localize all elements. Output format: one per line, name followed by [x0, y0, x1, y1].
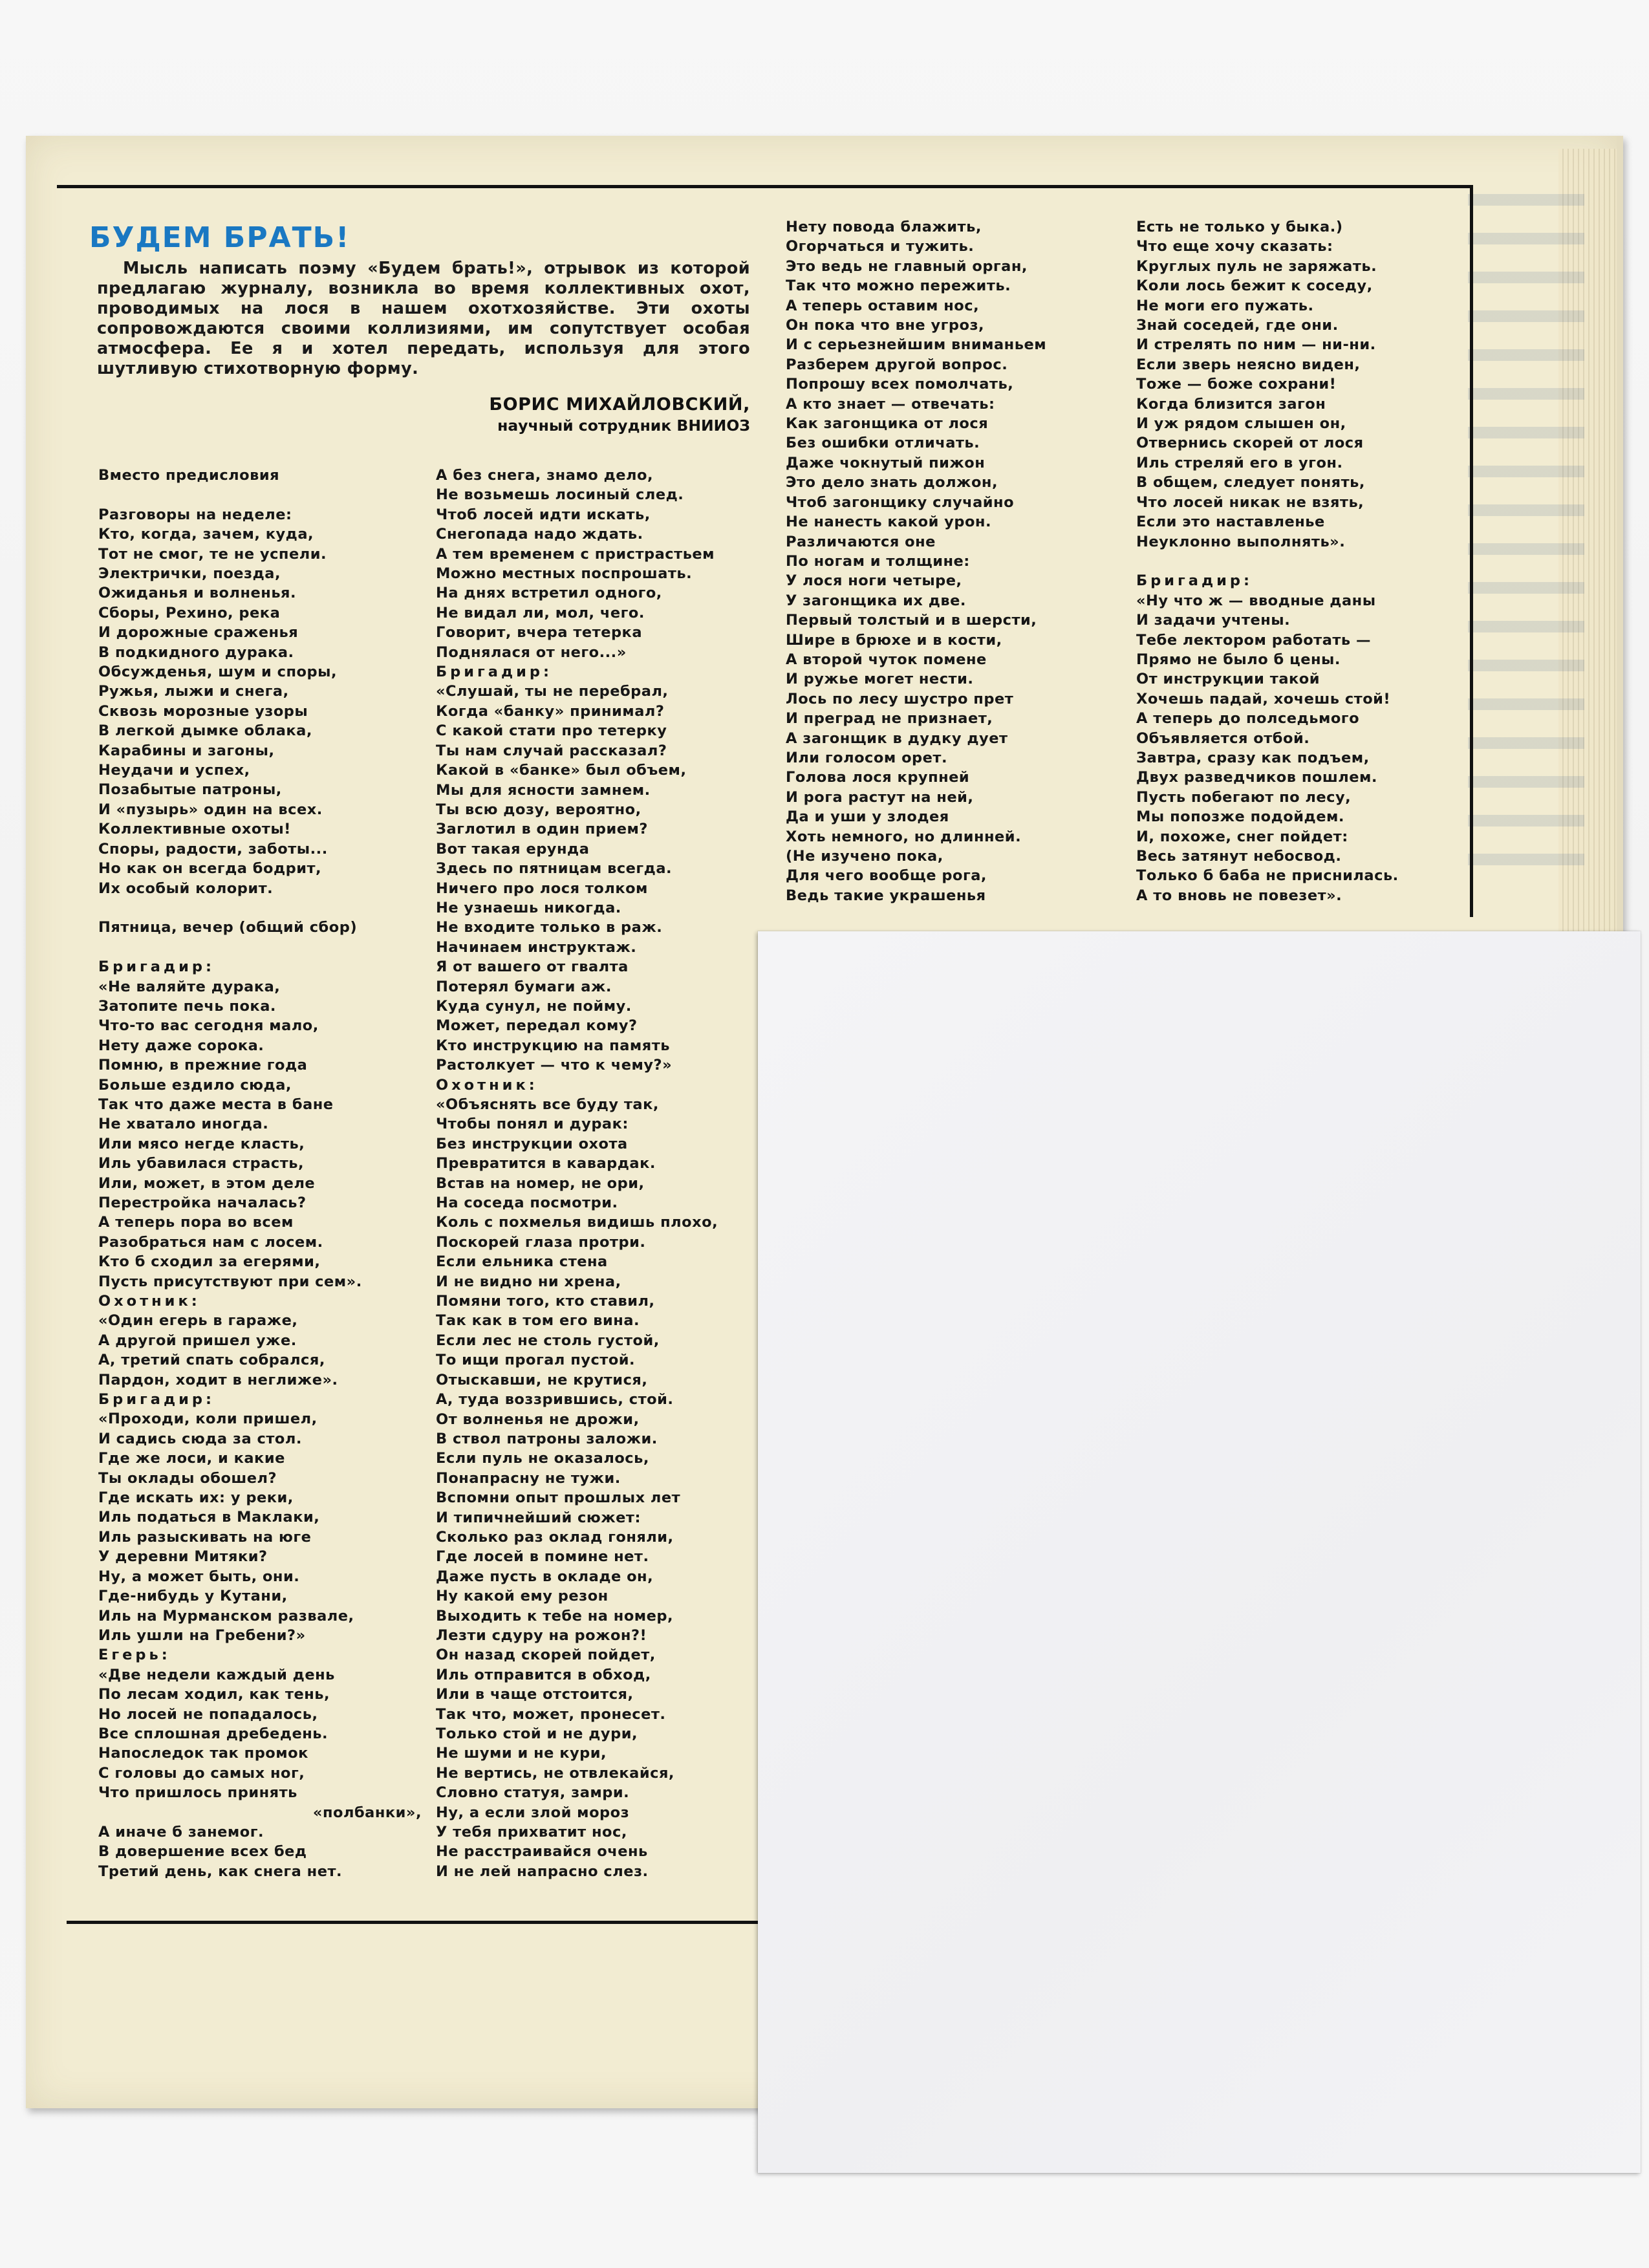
poem-line: Потерял бумаги аж.: [436, 978, 612, 995]
poem-line: А тем временем с пристрастьем: [436, 545, 715, 563]
poem-line: Если пуль не оказалось,: [436, 1450, 649, 1467]
poem-line: На соседа посмотри.: [436, 1194, 618, 1212]
poem-line: Разберем другой вопрос.: [786, 356, 1008, 373]
speaker-label: Бригадир:: [1136, 572, 1253, 590]
poem-line: Ну какой ему резон: [436, 1588, 609, 1605]
poem-line: Без инструкции охота: [436, 1135, 628, 1152]
poem-line: И стрелять по ним — ни-ни.: [1136, 336, 1376, 354]
poem-line: Есть не только у быка.): [1136, 219, 1343, 235]
poem-line: И типичнейший сюжет:: [436, 1509, 641, 1526]
poem-line: Если ельника стена: [436, 1253, 608, 1271]
poem-line: Перестройка началась?: [98, 1194, 307, 1211]
poem-line: Что пришлось принять: [98, 1784, 297, 1802]
poem-line: Иль отправится в обход,: [436, 1666, 651, 1683]
poem-line: Когда «банку» принимал?: [436, 702, 665, 720]
speaker-label: Охотник:: [436, 1076, 538, 1094]
poem-line: Не расстраивайся очень: [436, 1843, 648, 1861]
poem-line: И с серьезнейшим вниманьем: [786, 336, 1047, 354]
poem-line: Какой в «банке» был объем,: [436, 762, 687, 779]
poem-line: А, третий спать собрался,: [98, 1352, 325, 1369]
poem-line: Ведь такие украшенья: [786, 887, 986, 904]
poem-line: Сколько раз оклад гоняли,: [436, 1528, 674, 1546]
poem-line: Для чего вообще рога,: [786, 867, 987, 885]
article-title: БУДЕМ БРАТЬ!: [89, 221, 350, 254]
poem-line: Когда близится загон: [1136, 395, 1326, 413]
poem-line: Чтоб лосей идти искать,: [436, 506, 651, 523]
poem-line: Неудачи и успех,: [98, 762, 250, 779]
poem-line: Он пока что вне угроз,: [786, 317, 985, 334]
poem-line: Обсужденья, шум и споры,: [98, 664, 337, 681]
poem-line: А другой пришел уже.: [98, 1332, 297, 1349]
poem-line: Что еще хочу сказать:: [1136, 238, 1333, 255]
poem-line: Где лосей в помине нет.: [436, 1548, 649, 1566]
poem-line: «Слушай, ты не перебрал,: [436, 683, 669, 700]
poem-line: Ну, а если злой мороз: [436, 1804, 630, 1821]
poem-line: Различаются оне: [786, 533, 936, 550]
intro-text: Мысль написать поэму «Будем брать!», отрывок из которой предлагаю журналу, возникла во время коллективных охот, проводимых на лося в нашем охотхозяйстве. Эти охоты сопровождаются своими коллизиями, им сопутствует особая атмосфера. Ее я и хотел передать, используя для этого шутливую стихотворную форму.: [97, 259, 750, 378]
poem-line: Не нанесть какой урон.: [786, 513, 992, 531]
poem-line: Пардон, ходит в неглиже».: [98, 1371, 338, 1388]
stanza-gap: [1136, 552, 1472, 571]
poem-line: Огорчаться и тужить.: [786, 238, 975, 255]
poem-line: Не видал ли, мол, чего.: [436, 604, 645, 621]
poem-line: И уж рядом слышен он,: [1136, 415, 1346, 433]
poem-line: Разговоры на неделе:: [98, 506, 292, 523]
poem-line: Неуклонно выполнять».: [1136, 533, 1346, 550]
poem-line: Хочешь падай, хочешь стой!: [1136, 690, 1391, 707]
poem-line: А иначе б занемог.: [98, 1823, 264, 1841]
poem-line: Коли лось бежит к соседу,: [1136, 277, 1373, 295]
blank-paper-sheet: [758, 931, 1641, 2173]
poem-line: «полбанки»,: [312, 1804, 422, 1821]
poem-line: Ружья, лыжи и снега,: [98, 683, 289, 700]
poem-line: Не моги его пужать.: [1136, 297, 1314, 314]
author-name: БОРИС МИХАЙЛОВСКИЙ,: [489, 394, 750, 415]
poem-line: Напоследок так промок: [98, 1745, 308, 1762]
poem-line: Помяни того, кто ставил,: [436, 1293, 655, 1310]
poem-line: Электрички, поезда,: [98, 565, 281, 583]
poem-line: Споры, радости, заботы...: [98, 840, 328, 858]
poem-line: У загонщика их две.: [786, 592, 966, 609]
poem-line: И не лей напрасно слез.: [436, 1863, 649, 1880]
speaker-label: Охотник:: [98, 1293, 200, 1310]
poem-line: Пусть присутствуют при сем».: [98, 1273, 362, 1290]
poem-line: Ну, а может быть, они.: [98, 1568, 300, 1585]
poem-line: И ружье могет нести.: [786, 671, 974, 688]
poem-line: Или, может, в этом деле: [98, 1174, 316, 1192]
poem-line: Не вертись, не отвлекайся,: [436, 1764, 674, 1782]
top-rule: [57, 185, 1473, 188]
poem-line: «Проходи, коли пришел,: [98, 1410, 318, 1428]
poem-line: И «пузырь» один на всех.: [98, 801, 323, 818]
poem-line: Начинаем инструктаж.: [436, 938, 637, 956]
poem-line: Если лес не столь густой,: [436, 1332, 660, 1349]
poem-line: Да и уши у злодея: [786, 808, 949, 826]
poem-line: Но лосей не попадалось,: [98, 1705, 318, 1723]
poem-line: Заглотил в один прием?: [436, 821, 648, 838]
poem-line: По ногам и толщине:: [786, 552, 970, 570]
poem-line: От инструкции такой: [1136, 671, 1320, 688]
poem-line: Так как в том его вина.: [436, 1312, 640, 1330]
poem-line: Позабытые патроны,: [98, 781, 282, 799]
poem-line: Мы для ясности замнем.: [436, 781, 651, 799]
poem-line: Кто, когда, зачем, куда,: [98, 526, 314, 543]
poem-line: Выходить к тебе на номер,: [436, 1607, 674, 1625]
poem-line: Иль податься в Маклаки,: [98, 1509, 320, 1526]
poem-line: Если это наставленье: [1136, 513, 1325, 531]
poem-line: Третий день, как снега нет.: [98, 1863, 343, 1880]
poem-line: И садись сюда за стол.: [98, 1430, 302, 1447]
poem-line: Затопите печь пока.: [98, 997, 276, 1015]
poem-line: Только б баба не приснилась.: [1136, 867, 1399, 885]
poem-line: Если зверь неясно виден,: [1136, 356, 1361, 373]
poem-line: Без ошибки отличать.: [786, 435, 980, 452]
poem-line: Это ведь не главный орган,: [786, 257, 1028, 275]
poem-line: Можно местных поспрошать.: [436, 565, 693, 583]
poem-line: Не узнаешь никогда.: [436, 899, 621, 916]
poem-line: Завтра, сразу как подъем,: [1136, 749, 1370, 766]
poem-line: И дорожные сраженья: [98, 624, 299, 642]
poem-line: Все сплошная дребедень.: [98, 1725, 329, 1742]
poem-line: В легкой дымке облака,: [98, 722, 312, 740]
poem-line: Тебе лектором работать —: [1136, 631, 1371, 649]
poem-line: Двух разведчиков пошлем.: [1136, 769, 1377, 786]
poem-line: А, туда воззрившись, стой.: [436, 1391, 674, 1409]
poem-column-3: [786, 217, 1122, 905]
poem-line: Что-то вас сегодня мало,: [98, 1017, 319, 1035]
poem-line: По лесам ходил, как тень,: [98, 1686, 330, 1703]
poem-line: У лося ноги четыре,: [786, 572, 962, 590]
poem-line: А теперь до полседьмого: [1136, 710, 1360, 728]
underlying-page-text: [1468, 194, 1584, 892]
poem-line: Хоть немного, но длинней.: [786, 828, 1022, 845]
poem-line: Коль с похмелья видишь плохо,: [436, 1214, 718, 1231]
poem-line: В ствол патроны заложи.: [436, 1430, 658, 1447]
poem-line: Или мясо негде класть,: [98, 1135, 305, 1152]
poem-line: Только стой и не дури,: [436, 1725, 638, 1742]
poem-line: Ты всю дозу, вероятно,: [436, 801, 641, 818]
poem-line: Лось по лесу шустро прет: [786, 690, 1014, 707]
poem-line: Где искать их: у реки,: [98, 1489, 294, 1507]
poem-line: Куда сунул, не пойму.: [436, 997, 632, 1015]
poem-line: А загонщик в дудку дует: [786, 729, 1008, 747]
poem-line: А кто знает — отвечать:: [786, 395, 995, 413]
poem-line: Что лосей никак не взять,: [1136, 493, 1364, 511]
poem-line: Здесь по пятницам всегда.: [436, 860, 673, 878]
poem-line: Поскорей глаза протри.: [436, 1233, 646, 1251]
poem-line: Голова лося крупней: [786, 769, 970, 786]
poem-line: В довершение всех бед: [98, 1843, 307, 1861]
poem-line: «Ну что ж — вводные даны: [1136, 592, 1376, 609]
poem-line: Может, передал кому?: [436, 1017, 638, 1035]
poem-line: Иль убавилася страсть,: [98, 1155, 305, 1172]
poem-line: Объявляется отбой.: [1136, 729, 1310, 747]
poem-line: Так что, может, пронесет.: [436, 1705, 666, 1723]
poem-line: Сквозь морозные узоры: [98, 702, 308, 720]
section-heading: Пятница, вечер (общий сбор): [98, 919, 358, 936]
stanza-gap: [98, 898, 422, 918]
poem-line: Не хватало иногда.: [98, 1116, 269, 1133]
author-role: научный сотрудник ВНИИОЗ: [497, 416, 750, 435]
poem-column-1: [98, 466, 422, 1881]
poem-line: Нету повода блажить,: [786, 219, 982, 235]
poem-line: Помню, в прежние года: [98, 1057, 308, 1074]
poem-line: А теперь оставим нос,: [786, 297, 980, 314]
poem-line: Кто инструкцию на память: [436, 1037, 671, 1054]
speaker-label: Егерь:: [98, 1647, 171, 1664]
speaker-label: Бригадир:: [436, 664, 552, 681]
poem-line: Отыскавши, не крутися,: [436, 1371, 648, 1388]
poem-line: Попрошу всех помолчать,: [786, 376, 1014, 393]
poem-line: Он назад скорей пойдет,: [436, 1647, 656, 1664]
poem-line: И задачи учтены.: [1136, 612, 1291, 629]
poem-line: Даже пусть в окладе он,: [436, 1568, 654, 1585]
poem-line: То ищи прогал пустой.: [436, 1352, 636, 1369]
poem-line: (Не изучено пока,: [786, 848, 943, 865]
poem-line: На днях встретил одного,: [436, 585, 662, 602]
poem-line: Поднялася от него...»: [436, 643, 627, 661]
poem-line: И не видно ни хрена,: [436, 1273, 621, 1290]
poem-line: Растолкует — что к чему?»: [436, 1057, 673, 1074]
poem-column-2: [436, 466, 772, 1881]
poem-line: Где-нибудь у Кутани,: [98, 1588, 288, 1605]
poem-line: Прямо не было б цены.: [1136, 651, 1341, 668]
poem-column-4: [1136, 217, 1472, 905]
article-intro: [97, 259, 750, 379]
poem-line: Их особый колорит.: [98, 880, 274, 897]
poem-line: Тоже — боже сохрани!: [1136, 376, 1337, 393]
poem-line: Тот не смог, те не успели.: [98, 545, 327, 563]
poem-line: И рога растут на ней,: [786, 788, 974, 806]
poem-line: В общем, следует понять,: [1136, 474, 1365, 491]
author-block: [420, 394, 750, 436]
poem-line: Вот такая ерунда: [436, 840, 590, 858]
poem-line: И преград не признает,: [786, 710, 993, 728]
poem-line: От волненья не дрожи,: [436, 1410, 640, 1428]
speaker-label: Бригадир:: [98, 1391, 215, 1409]
poem-line: «Две недели каждый день: [98, 1666, 335, 1683]
stanza-gap: [98, 938, 422, 957]
poem-line: Не возьмешь лосиный след.: [436, 486, 684, 504]
poem-line: Чтоб загонщику случайно: [786, 493, 1015, 511]
poem-line: Даже чокнутый пижон: [786, 454, 986, 471]
poem-line: А то вновь не повезет».: [1136, 887, 1342, 904]
poem-line: Шире в брюхе и в кости,: [786, 631, 1002, 649]
stanza-gap: [98, 485, 422, 504]
poem-line: Ничего про лося толком: [436, 880, 648, 897]
poem-line: Ожиданья и волненья.: [98, 585, 297, 602]
poem-line: Но как он всегда бодрит,: [98, 860, 322, 878]
bottom-rule: [67, 1921, 766, 1924]
poem-line: Чтобы понял и дурак:: [436, 1116, 629, 1133]
poem-line: Первый толстый и в шерсти,: [786, 612, 1037, 629]
poem-line: Где же лоси, и какие: [98, 1450, 285, 1467]
poem-line: Ты оклады обошел?: [98, 1469, 277, 1487]
speaker-label: Бригадир:: [98, 958, 215, 976]
poem-line: Говорит, вчера тетерка: [436, 624, 643, 642]
poem-line: Или голосом орет.: [786, 749, 947, 766]
poem-line: Я от вашего от гвалта: [436, 958, 629, 976]
poem-line: Нету даже сорока.: [98, 1037, 264, 1054]
poem-line: В подкидного дурака.: [98, 643, 294, 661]
poem-line: Больше ездило сюда,: [98, 1076, 292, 1094]
poem-line: «Один егерь в гараже,: [98, 1312, 298, 1330]
poem-line: Отвернись скорей от лося: [1136, 435, 1364, 452]
poem-line: «Объяснять все буду так,: [436, 1096, 659, 1113]
poem-line: Карабины и загоны,: [98, 742, 275, 759]
poem-line: Превратится в кавардак.: [436, 1155, 656, 1172]
poem-line: Как загонщика от лося: [786, 415, 989, 433]
poem-line: Словно статуя, замри.: [436, 1784, 630, 1802]
poem-line: И, похоже, снег пойдет:: [1136, 828, 1348, 845]
poem-line: У деревни Митяки?: [98, 1548, 268, 1566]
poem-line: Иль ушли на Гребени?»: [98, 1626, 306, 1644]
poem-line: А без снега, знамо дело,: [436, 467, 653, 484]
poem-line: Кто б сходил за егерями,: [98, 1253, 321, 1271]
poem-line: Это дело знать должон,: [786, 474, 998, 491]
poem-line: Мы попозже подойдем.: [1136, 808, 1344, 826]
poem-line: У тебя прихватит нос,: [436, 1824, 627, 1841]
poem-line: «Не валяйте дурака,: [98, 978, 281, 995]
poem-line: Иль стреляй его в угон.: [1136, 454, 1343, 471]
poem-line: А второй чуток помене: [786, 651, 987, 668]
poem-line: А теперь пора во всем: [98, 1214, 294, 1231]
poem-line: Ты нам случай рассказал?: [436, 742, 667, 759]
poem-line: Вспомни опыт прошлых лет: [436, 1489, 681, 1507]
poem-line: Не шуми и не кури,: [436, 1745, 607, 1762]
poem-line: Или в чаще отстоится,: [436, 1686, 634, 1703]
poem-line: Лезти сдуру на рожон?!: [436, 1626, 647, 1644]
poem-line: Пусть побегают по лесу,: [1136, 788, 1352, 806]
poem-line: Коллективные охоты!: [98, 821, 291, 838]
poem-line: Весь затянут небосвод.: [1136, 847, 1342, 865]
poem-line: Встав на номер, не ори,: [436, 1174, 645, 1192]
section-heading: Вместо предисловия: [98, 467, 280, 484]
poem-line: Так что можно пережить.: [786, 277, 1011, 295]
poem-line: С какой стати про тетерку: [436, 722, 667, 740]
poem-line: Не входите только в раж.: [436, 919, 663, 936]
poem-line: Круглых пуль не заряжать.: [1136, 257, 1377, 275]
poem-line: Понапрасну не тужи.: [436, 1469, 621, 1487]
poem-line: Знай соседей, где они.: [1136, 317, 1339, 334]
poem-line: Сборы, Рехино, река: [98, 604, 281, 621]
poem-line: Так что даже места в бане: [98, 1096, 334, 1113]
poem-line: Снегопада надо ждать.: [436, 526, 643, 543]
poem-line: Разобраться нам с лосем.: [98, 1233, 323, 1251]
poem-line: Иль на Мурманском развале,: [98, 1607, 354, 1625]
poem-line: С головы до самых ног,: [98, 1764, 305, 1782]
poem-line: Иль разыскивать на юге: [98, 1528, 312, 1546]
